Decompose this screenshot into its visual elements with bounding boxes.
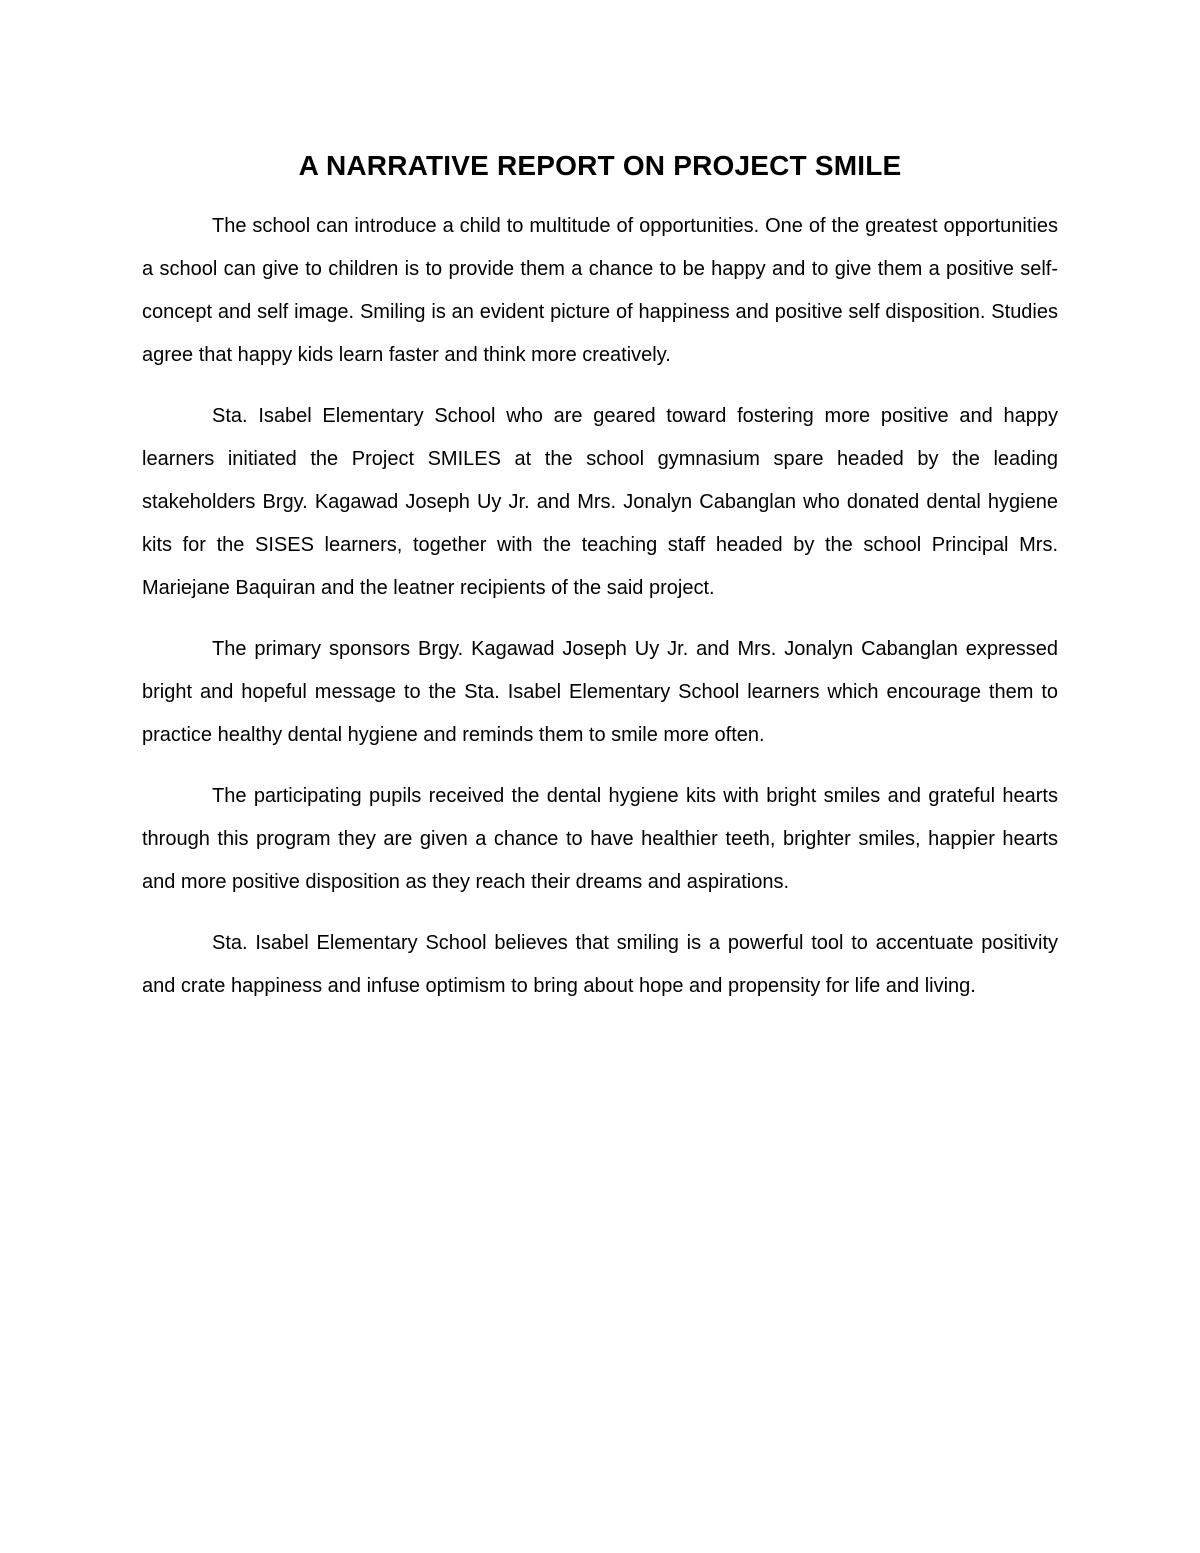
paragraph-2: Sta. Isabel Elementary School who are geared toward fostering more positive and happy learners initiated the Project SMILES at the school gymnasium spare headed by the leading stakeholders Brgy. Kagawad Joseph Uy Jr. and Mrs. Jonalyn Cabanglan who donated dental hygiene kits for the SISES learners, together with the teaching staff headed by the school Principal Mrs. Mariejane Baquiran and the leatner recipients of the said project.	[142, 405, 1058, 599]
paragraph-5: Sta. Isabel Elementary School believes that smiling is a powerful tool to accentuate positivity and crate happiness and infuse optimism to bring about hope and propensity for life and living.	[142, 932, 1058, 997]
document-title: A NARRATIVE REPORT ON PROJECT SMILE	[298, 150, 902, 181]
paragraph-3: The primary sponsors Brgy. Kagawad Joseph Uy Jr. and Mrs. Jonalyn Cabanglan expressed bright and hopeful message to the Sta. Isabel Elementary School learners which encourage them to practice healthy dental hygiene and reminds them to smile more often.	[142, 638, 1058, 746]
paragraph-4: The participating pupils received the dental hygiene kits with bright smiles and grateful hearts through this program they are given a chance to have healthier teeth, brighter smiles, happier hearts and more positive disposition as they reach their dreams and aspirations.	[142, 785, 1058, 893]
document-body	[142, 205, 1058, 1026]
paragraph-1: The school can introduce a child to multitude of opportunities. One of the greatest opportunities a school can give to children is to provide them a chance to be happy and to give them a positive self-concept and self image. Smiling is an evident picture of happiness and positive self disposition. Studies agree that happy kids learn faster and think more creatively.	[142, 215, 1058, 366]
